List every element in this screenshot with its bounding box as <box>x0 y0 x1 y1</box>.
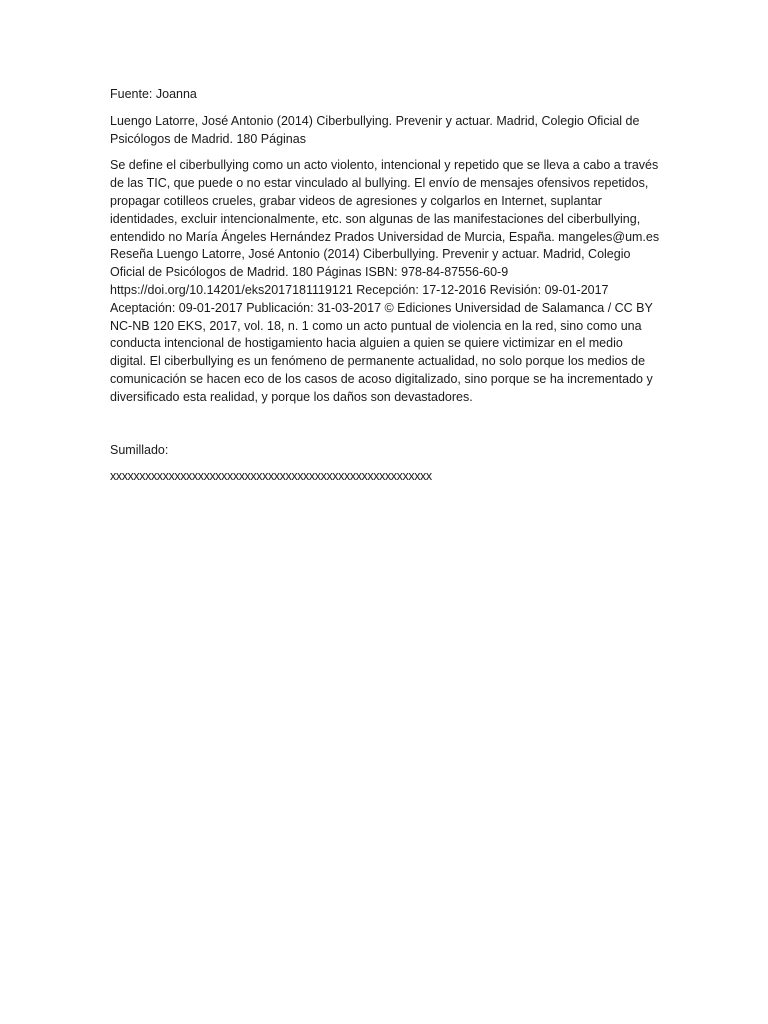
citation: Luengo Latorre, José Antonio (2014) Ciberbullying. Prevenir y actuar. Madrid, Colegio Oficial de Psicólogos de Madrid. 180 Páginas <box>110 113 640 146</box>
summary-text: xxxxxxxxxxxxxxxxxxxxxxxxxxxxxxxxxxxxxxxxxxxxxxxxxxxxxxx <box>110 469 432 484</box>
summary-label: Sumillado: <box>110 442 169 457</box>
document-content <box>110 86 662 495</box>
spacer <box>110 416 662 442</box>
source-line: Fuente: Joanna <box>110 87 197 101</box>
body-paragraph: Se define el ciberbullying como un acto violento, intencional y repetido que se lleva a cabo a través de las TIC, que puede o no estar vinculado al bullying. El envío de mensajes ofensivos repetidos, propagar cotilleos crueles, grabar videos de agresiones y colgarlos en Internet, suplantar identidades, excluir intencionalmente, etc. son algunas de las manifestaciones del ciberbullying, entendido no María Ángeles Hernández Prados Universidad de Murcia, España. mangeles@um.es Reseña Luengo Latorre, José Antonio (2014) Ciberbullying. Prevenir y actuar. Madrid, Colegio Oficial de Psicólogos de Madrid. 180 Páginas ISBN: 978-84-87556-60-9 https://doi.org/10.14201/eks2017181119121 Recepción: 17-12-2016 Revisión: 09-01-2017 Aceptación: 09-01-2017 Publicación: 31-03-2017 © Ediciones Universidad de Salamanca / CC BY NC-NB 120 EKS, 2017, vol. 18, n. 1 como un acto puntual de violencia en la red, sino como una conducta intencional de hostigamiento hacia alguien a quien se quiere victimizar en el medio digital. El ciberbullying es un fenómeno de permanente actualidad, no solo porque los medios de comunicación se hacen eco de los casos de acoso digitalizado, sino porque se ha incrementado y diversificado esta realidad, y porque los daños son devastadores. <box>110 158 660 404</box>
